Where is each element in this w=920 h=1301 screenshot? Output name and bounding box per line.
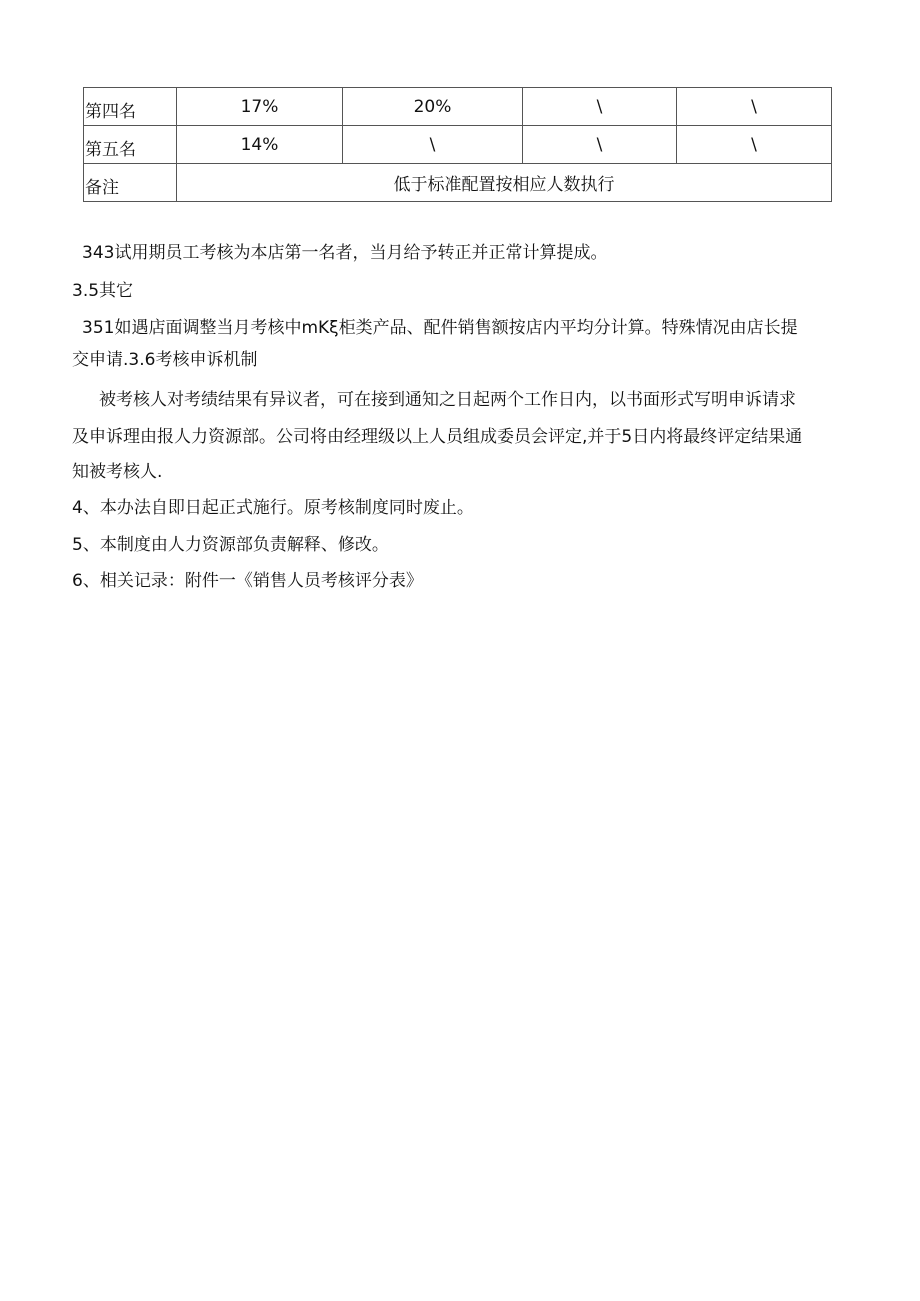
table-cell: 20% [343, 88, 523, 126]
clause-3-5-1-line-2: 交申请.3.6考核申诉机制 [72, 350, 258, 370]
appeal-paragraph-line-3: 知被考核人. [72, 462, 163, 482]
table-cell: \ [677, 126, 832, 164]
section-heading-3-5: 3.5其它 [72, 281, 134, 301]
item-5: 5、本制度由人力资源部负责解释、修改。 [72, 535, 389, 555]
table-row-rank-4 [84, 88, 832, 126]
clause-3-5-1-line-1: 351如遇店面调整当月考核中mKξ柜类产品、配件销售额按店内平均分计算。特殊情况由店长提 [82, 318, 798, 338]
table-cell: \ [523, 126, 677, 164]
table-row-rank-5 [84, 126, 832, 164]
table-cell: \ [343, 126, 523, 164]
appeal-paragraph-line-2: 及申诉理由报人力资源部。公司将由经理级以上人员组成委员会评定,并于5日内将最终评定结果通 [72, 427, 803, 447]
item-6: 6、相关记录：附件一《销售人员考核评分表》 [72, 571, 423, 591]
note-text: 低于标准配置按相应人数执行 [177, 164, 832, 202]
appeal-paragraph-line-1: 被考核人对考绩结果有异议者，可在接到通知之日起两个工作日内，以书面形式写明申诉请求 [99, 390, 796, 410]
clause-3-4-3: 343试用期员工考核为本店第一名者，当月给予转正并正常计算提成。 [82, 243, 608, 263]
table-cell: 17% [177, 88, 343, 126]
table-cell: \ [677, 88, 832, 126]
rank-commission-table [83, 87, 832, 202]
row-label: 第四名 [84, 88, 177, 126]
table-cell: 14% [177, 126, 343, 164]
row-label: 第五名 [84, 126, 177, 164]
note-label: 备注 [84, 164, 177, 202]
table-cell: \ [523, 88, 677, 126]
table-row-note [84, 164, 832, 202]
item-4: 4、本办法自即日起正式施行。原考核制度同时废止。 [72, 498, 474, 518]
